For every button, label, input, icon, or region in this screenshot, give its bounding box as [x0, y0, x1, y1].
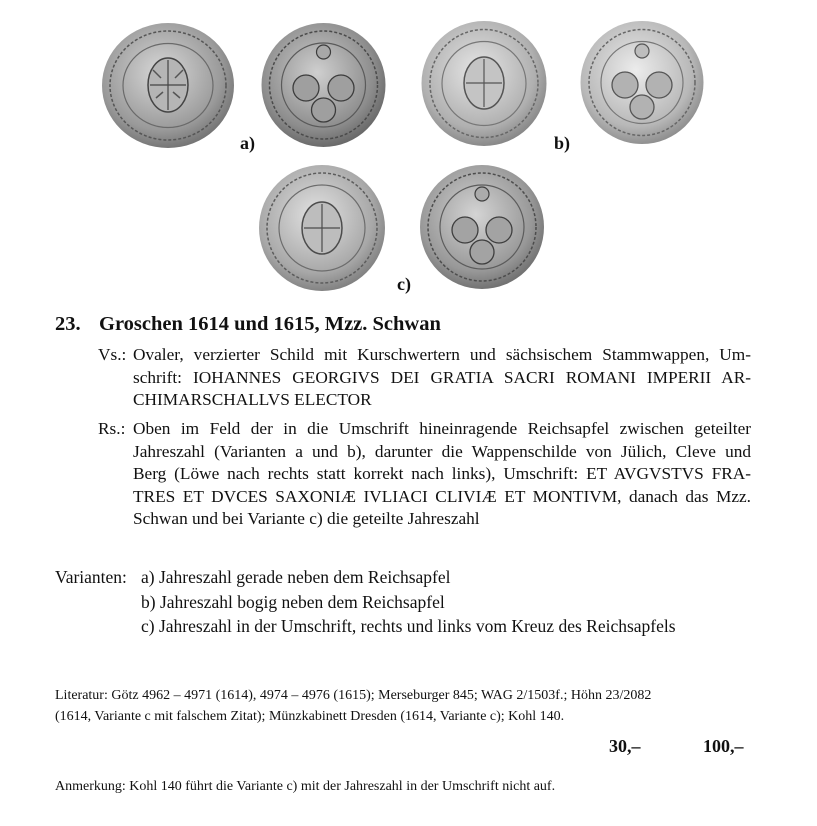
- variants-label: Varianten:: [55, 567, 127, 587]
- figure-label-b: b): [554, 133, 571, 153]
- coin-a-obverse: [101, 22, 235, 149]
- rs-description: [133, 418, 751, 531]
- entry-number: 23.: [55, 313, 81, 335]
- rs-line: Jahreszahl (Varianten a und b), darunter die Wappenschilde von Jülich, Cleve und: [133, 441, 751, 461]
- vs-line: schrift: IOHANNES GEORGIVS DEI GRATIA SACRI ROMANI IMPERII AR-: [133, 367, 751, 387]
- note: Anmerkung: Kohl 140 führt die Variante c) mit der Jahreszahl in der Umschrift nicht auf.: [55, 779, 556, 794]
- rs-line: Schwan und bei Variante c) die geteilte Jahreszahl: [133, 509, 480, 529]
- figure-label-a: a): [240, 133, 255, 153]
- entry-heading: [55, 313, 441, 336]
- price-1: 30,–: [609, 736, 641, 756]
- variant-b: b) Jahreszahl bogig neben dem Reichsapfel: [141, 592, 445, 612]
- vs-line: Ovaler, verzierter Schild mit Kurschwertern und sächsischem Stammwappen, Um-: [133, 345, 751, 364]
- literature-line-1: Literatur: Götz 4962 – 4971 (1614), 4974 – 4976 (1615); Merseburger 845; WAG 2/1503f.; Höhn 23/2082: [55, 688, 652, 703]
- coin-a-reverse: [260, 22, 387, 148]
- coin-c-reverse: [418, 164, 546, 290]
- coin-b-obverse: [420, 20, 548, 147]
- rs-line: TRES ET DVCES SAXONIÆ IVLIACI CLIVIÆ ET MONTIVM, danach das Mzz.: [133, 486, 751, 506]
- literature-line-2: (1614, Variante c mit falschem Zitat); Münzkabinett Dresden (1614, Variante c); Kohl 140.: [55, 709, 565, 724]
- vs-line: CHIMARSCHALLVS ELECTOR: [133, 390, 372, 410]
- coin-b-reverse: [580, 20, 704, 145]
- variant-c: c) Jahreszahl in der Umschrift, rechts und links vom Kreuz des Reichsapfels: [141, 616, 676, 636]
- vs-description: [133, 344, 751, 412]
- vs-label: Vs.:: [98, 345, 127, 364]
- rs-line: Oben im Feld der in die Umschrift hineinragende Reichsapfel zwischen geteilter: [133, 419, 751, 438]
- rs-label: Rs.:: [98, 419, 126, 438]
- coin-c-obverse: [257, 164, 387, 292]
- variant-a: a) Jahreszahl gerade neben dem Reichsapfel: [141, 567, 451, 587]
- figure-label-c: c): [397, 274, 411, 294]
- rs-line: Berg (Löwe nach rechts statt korrekt nach links), Umschrift: ET AVGVSTVS FRA-: [133, 464, 751, 484]
- price-2: 100,–: [703, 736, 744, 756]
- entry-title: Groschen 1614 und 1615, Mzz. Schwan: [99, 313, 441, 335]
